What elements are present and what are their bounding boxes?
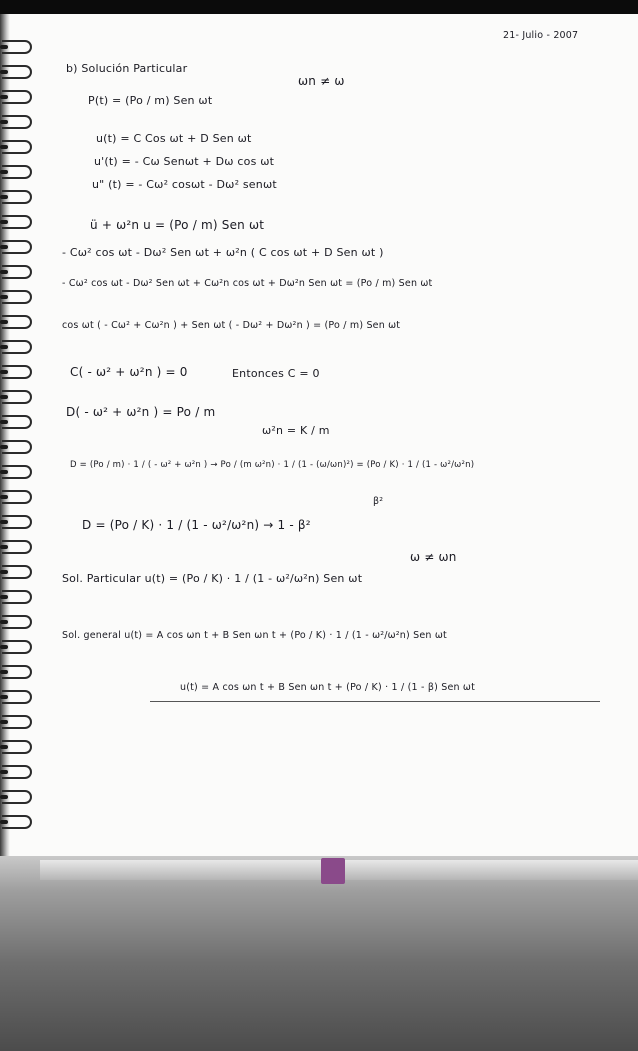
spiral-ring xyxy=(2,40,32,54)
spiral-ring xyxy=(2,165,32,179)
condition-top: ωn ≠ ω xyxy=(298,74,345,88)
spiral-ring xyxy=(2,240,32,254)
spiral-ring xyxy=(2,490,32,504)
spiral-ring xyxy=(2,690,32,704)
spiral-ring xyxy=(2,65,32,79)
spiral-ring xyxy=(2,140,32,154)
spiral-ring xyxy=(2,640,32,654)
force-equation: P(t) = (Po / m) Sen ωt xyxy=(88,94,213,107)
spiral-ring xyxy=(2,365,32,379)
spiral-ring xyxy=(2,540,32,554)
purple-bookmark-tab xyxy=(321,858,345,884)
u-equation: u(t) = C Cos ωt + D Sen ωt xyxy=(96,132,252,145)
spiral-ring xyxy=(2,515,32,529)
spiral-ring xyxy=(2,440,32,454)
substitution-line-1: - Cω² cos ωt - Dω² Sen ωt + ω²n ( C cos ωt + D Sen ωt ) xyxy=(62,246,384,259)
spiral-ring xyxy=(2,465,32,479)
d-result: D = (Po / K) · 1 / (1 - ω²/ω²n) → 1 - β² xyxy=(82,518,311,532)
section-title: b) Solución Particular xyxy=(66,62,188,75)
spiral-ring xyxy=(2,340,32,354)
spiral-ring xyxy=(2,215,32,229)
date-header: 21- Julio - 2007 xyxy=(503,30,579,41)
spiral-ring xyxy=(2,715,32,729)
d-equation: D( - ω² + ω²n ) = Po / m xyxy=(66,405,216,419)
spiral-ring xyxy=(2,615,32,629)
spiral-ring xyxy=(2,665,32,679)
spiral-ring xyxy=(2,190,32,204)
spiral-ring xyxy=(2,265,32,279)
spiral-ring xyxy=(2,765,32,779)
general-solution-2: u(t) = A cos ωn t + B Sen ωn t + (Po / K) · 1 / (1 - β) Sen ωt xyxy=(180,682,476,693)
condition-bottom: ω ≠ ωn xyxy=(410,550,457,564)
u-double-prime-equation: u" (t) = - Cω² cosωt - Dω² senωt xyxy=(92,178,277,191)
spiral-ring xyxy=(2,590,32,604)
u-prime-equation: u'(t) = - Cω Senωt + Dω cos ωt xyxy=(94,155,275,168)
spiral-ring xyxy=(2,90,32,104)
spiral-ring xyxy=(2,315,32,329)
c-equation: C( - ω² + ω²n ) = 0 xyxy=(70,365,188,379)
spiral-ring xyxy=(2,115,32,129)
spiral-ring xyxy=(2,415,32,429)
entonces-note: Entonces C = 0 xyxy=(232,367,320,380)
spiral-ring xyxy=(2,390,32,404)
spiral-ring xyxy=(2,565,32,579)
scan-bottom-background xyxy=(0,856,638,1051)
substitution-line-2: - Cω² cos ωt - Dω² Sen ωt + Cω²n cos ωt + Dω²n Sen ωt = (Po / m) Sen ωt xyxy=(62,278,433,289)
spiral-ring xyxy=(2,740,32,754)
general-solution-1: Sol. general u(t) = A cos ωn t + B Sen ωn t + (Po / K) · 1 / (1 - ω²/ω²n) Sen ωt xyxy=(62,630,447,641)
d-expansion: D = (Po / m) · 1 / ( - ω² + ω²n ) → Po / (m ω²n) · 1 / (1 - (ω/ωn)²) = (Po / K) · 1 / (1 - ω²/ω²n) xyxy=(70,460,475,470)
natural-frequency-definition: ω²n = K / m xyxy=(262,424,330,437)
spiral-ring xyxy=(2,815,32,829)
spiral-ring xyxy=(2,790,32,804)
particular-solution: Sol. Particular u(t) = (Po / K) · 1 / (1 - ω²/ω²n) Sen ωt xyxy=(62,572,363,585)
spiral-binding xyxy=(2,40,32,840)
scan-top-border xyxy=(0,0,638,14)
beta-squared-label: β² xyxy=(373,496,384,507)
motion-equation: ü + ω²n u = (Po / m) Sen ωt xyxy=(90,218,265,232)
grouped-equation: cos ωt ( - Cω² + Cω²n ) + Sen ωt ( - Dω² + Dω²n ) = (Po / m) Sen ωt xyxy=(62,320,401,331)
underline-rule xyxy=(150,701,600,702)
spiral-ring xyxy=(2,290,32,304)
